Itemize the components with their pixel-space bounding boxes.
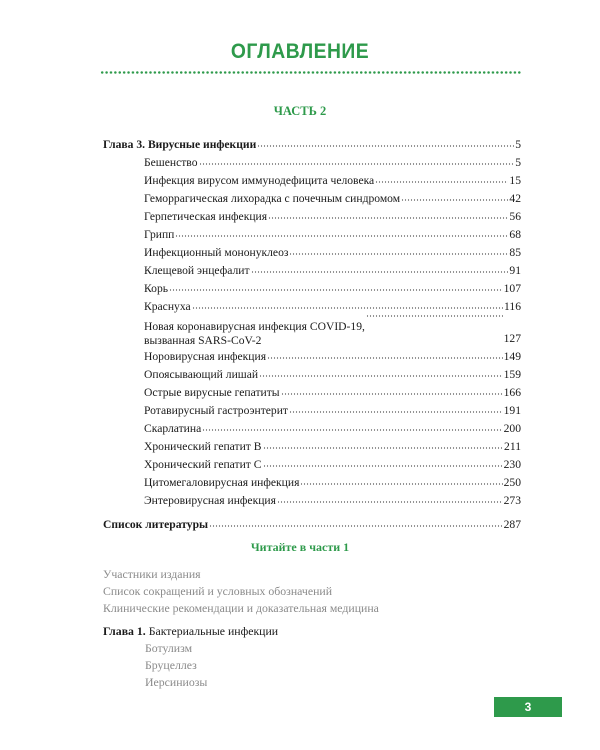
read-item: Список сокращений и условных обозначений — [103, 584, 333, 598]
toc-item-label-line2: вызванная SARS-CoV-2 — [144, 334, 262, 347]
read-in-part1-title: Читайте в части 1 — [250, 540, 350, 554]
dot-leader — [169, 289, 503, 291]
toc-page-number: 91 — [509, 264, 521, 277]
read-sub-item: Ботулизм — [145, 641, 193, 655]
toc-references[interactable] — [103, 516, 521, 534]
toc-item[interactable] — [103, 208, 521, 226]
toc-item-label: Герпетическая инфекция — [144, 210, 268, 223]
toc-item-label: Энтеровирусная инфекция — [144, 494, 276, 507]
toc-page-number: 15 — [509, 174, 521, 187]
toc-item-label: Норовирусная инфекция — [144, 350, 267, 363]
toc-page-number: 5 — [515, 156, 521, 169]
toc-page-number: 116 — [504, 300, 521, 313]
read-item: Участники издания — [103, 567, 201, 581]
toc-page-number: 42 — [509, 192, 521, 205]
toc-item-label-line1: Новая коронавирусная инфекция COVID-19, — [144, 320, 365, 333]
table-of-contents — [103, 136, 521, 534]
toc-page-number: 127 — [503, 332, 521, 345]
read-sub-item: Бруцеллез — [145, 658, 197, 672]
toc-page-number: 85 — [509, 246, 521, 259]
toc-item[interactable] — [103, 172, 521, 190]
dot-leader — [259, 375, 503, 377]
toc-page-number: 56 — [509, 210, 521, 223]
toc-item[interactable] — [103, 316, 521, 348]
read-chapter-label: Бактериальные инфекции — [148, 624, 279, 638]
toc-item[interactable] — [103, 154, 521, 172]
toc-page-number: 211 — [504, 440, 521, 453]
dot-leader — [267, 357, 503, 359]
dot-leader — [289, 253, 508, 255]
dot-leader — [277, 501, 503, 503]
toc-item-label: Скарлатина — [144, 422, 202, 435]
page-title: ОГЛАВЛЕНИЕ — [230, 40, 370, 63]
toc-references-label: Список литературы — [103, 518, 209, 531]
toc-item-label: Бешенство — [144, 156, 198, 169]
toc-item[interactable] — [103, 384, 521, 402]
toc-item-label: Острые вирусные гепатиты — [144, 386, 280, 399]
toc-item-label: Опоясывающий лишай — [144, 368, 259, 381]
dot-leader — [192, 307, 503, 309]
toc-item[interactable] — [103, 262, 521, 280]
dot-leader — [268, 217, 508, 219]
toc-chapter-prefix: Глава 3. — [103, 138, 146, 151]
dot-leader — [375, 181, 508, 183]
read-item: Клинические рекомендации и доказательная медицина — [103, 601, 379, 615]
toc-page-number: 250 — [503, 476, 521, 489]
toc-item-label: Клещевой энцефалит — [144, 264, 250, 277]
toc-item[interactable] — [103, 226, 521, 244]
toc-page-number: 273 — [503, 494, 521, 507]
toc-item-label: Корь — [144, 282, 169, 295]
page-number-tab: 3 — [494, 697, 562, 717]
toc-page-number: 191 — [503, 404, 521, 417]
toc-item[interactable] — [103, 280, 521, 298]
toc-item-label: Грипп — [144, 228, 175, 241]
toc-item[interactable] — [103, 402, 521, 420]
dot-leader — [209, 525, 503, 527]
dot-leader — [281, 393, 503, 395]
toc-page-number: 68 — [509, 228, 521, 241]
dot-leader — [366, 315, 503, 317]
toc-page-number: 287 — [503, 518, 521, 531]
dot-leader — [300, 483, 502, 485]
toc-page-number: 230 — [503, 458, 521, 471]
toc-page-number: 200 — [503, 422, 521, 435]
toc-item[interactable] — [103, 190, 521, 208]
toc-item[interactable] — [103, 366, 521, 384]
read-in-part1-list — [103, 566, 523, 691]
dot-leader — [289, 411, 503, 413]
toc-item[interactable] — [103, 438, 521, 456]
toc-item-label: Краснуха — [144, 300, 191, 313]
toc-chapter-3[interactable] — [103, 136, 521, 154]
dot-leader — [175, 235, 508, 237]
toc-item[interactable] — [103, 492, 521, 510]
toc-item-label: Геморрагическая лихорадка с почечным синдромом — [144, 192, 401, 205]
toc-page-number: 149 — [503, 350, 521, 363]
toc-item[interactable] — [103, 474, 521, 492]
toc-item-label: Цитомегаловирусная инфекция — [144, 476, 300, 489]
read-chapter-prefix: Глава 1. — [103, 624, 146, 638]
toc-item[interactable] — [103, 348, 521, 366]
toc-page-number: 166 — [503, 386, 521, 399]
dot-leader — [257, 145, 514, 147]
toc-item[interactable] — [103, 456, 521, 474]
dot-leader — [251, 271, 509, 273]
dot-leader — [263, 447, 504, 449]
toc-page-number: 107 — [503, 282, 521, 295]
title-dotted-divider — [100, 71, 522, 74]
toc-page-number: 159 — [503, 368, 521, 381]
toc-item[interactable] — [103, 244, 521, 262]
toc-item-label: Инфекция вирусом иммунодефицита человека — [144, 174, 375, 187]
toc-item-label: Инфекционный мононуклеоз — [144, 246, 289, 259]
read-sub-item: Иерсиниозы — [145, 675, 208, 689]
toc-item-label: Ротавирусный гастроэнтерит — [144, 404, 288, 417]
dot-leader — [199, 163, 515, 165]
dot-leader — [202, 429, 502, 431]
dot-leader — [263, 465, 503, 467]
toc-chapter-label: Вирусные инфекции — [147, 138, 257, 151]
toc-item[interactable] — [103, 298, 521, 316]
part-title: ЧАСТЬ 2 — [273, 104, 327, 118]
toc-item-label — [144, 320, 365, 348]
toc-item-label: Хронический гепатит C — [144, 458, 262, 471]
toc-page-number: 5 — [515, 138, 521, 151]
toc-item-label: Хронический гепатит B — [144, 440, 262, 453]
toc-item[interactable] — [103, 420, 521, 438]
read-chapter-1 — [103, 623, 523, 640]
dot-leader — [401, 199, 508, 201]
